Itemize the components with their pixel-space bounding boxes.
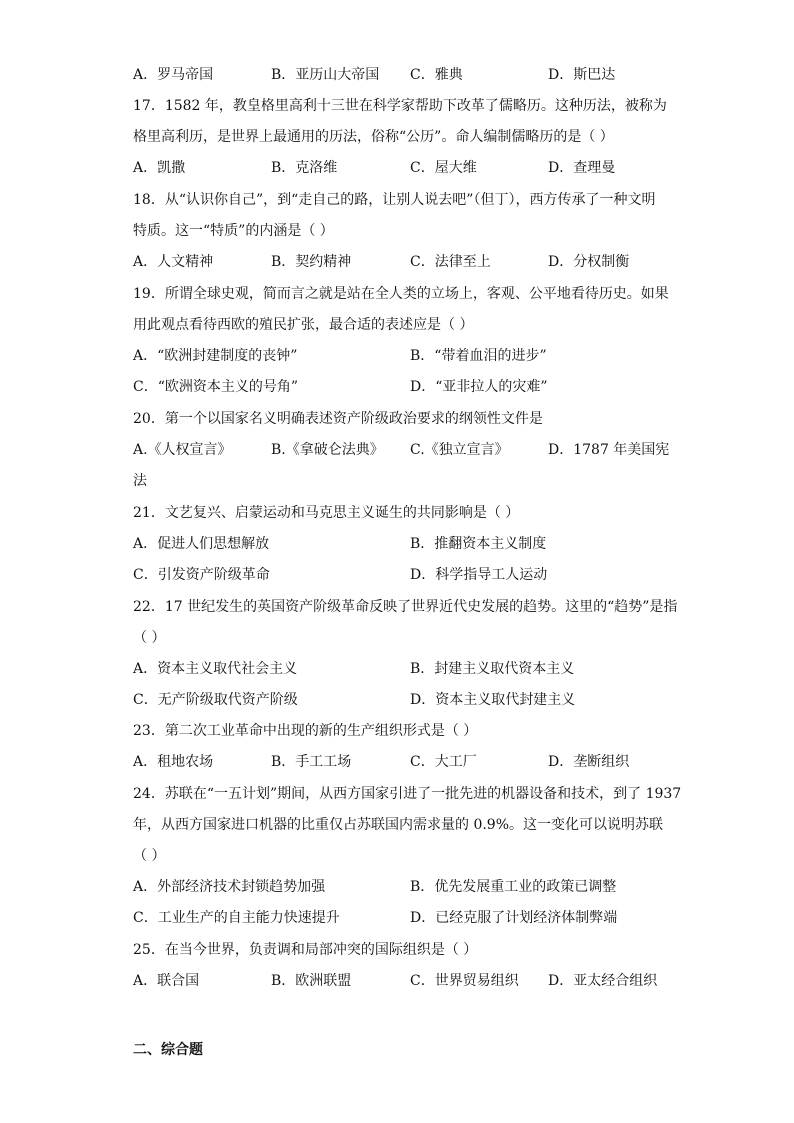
q20-option-a: A.《人权宣言》 [133, 442, 232, 458]
q23-option-a: A．租地农场 [133, 754, 214, 770]
q17-option-d: D．查理曼 [548, 160, 616, 176]
q19-option-d: D．“亚非拉人的灾难” [410, 379, 548, 395]
q20-option-c: C.《独立宣言》 [410, 442, 509, 458]
q23-option-d: D．垄断组织 [548, 754, 630, 770]
q19-option-c: C．“欧洲资本主义的号角” [133, 379, 299, 395]
q20-option-d: D．1787 年美国宪 [548, 442, 670, 458]
q17-option-b: B．克洛维 [271, 160, 338, 176]
q24-option-a: A．外部经济技术封锁趋势加强 [133, 879, 326, 895]
q16-option-d: D．斯巴达 [548, 67, 616, 83]
q20-stem-line-1: 20．第一个以国家名义明确表述资产阶级政治要求的纲领性文件是 [133, 411, 543, 427]
q18-stem-line-1: 18．从“认识你自己”，到“走自己的路，让别人说去吧”（但丁），西方传承了一种文明 [133, 192, 656, 208]
q20-option-b: B.《拿破仑法典》 [271, 442, 384, 458]
q22-option-d: D．资本主义取代封建主义 [410, 692, 576, 708]
q18-option-a: A．人文精神 [133, 254, 214, 270]
q22-stem-line-1: 22．17 世纪发生的英国资产阶级革命反映了世界近代史发展的趋势。这里的“趋势”是指 [133, 599, 678, 615]
q23-option-c: C．大工厂 [410, 754, 477, 770]
q25-option-b: B．欧洲联盟 [271, 973, 352, 989]
section-2-title: 二、综合题 [133, 1042, 203, 1058]
q16-option-b: B．亚历山大帝国 [271, 67, 380, 83]
q24-stem-line-3: （ ） [133, 848, 166, 864]
q21-option-d: D．科学指导工人运动 [410, 567, 548, 583]
q23-stem-line-1: 23．第二次工业革命中出现的新的生产组织形式是（ ） [133, 723, 478, 739]
q20-option-d-continued: 法 [133, 473, 147, 489]
q25-option-a: A．联合国 [133, 973, 200, 989]
q16-option-a: A．罗马帝国 [133, 67, 214, 83]
q17-stem-line-1: 17．1582 年，教皇格里高利十三世在科学家帮助下改革了儒略历。这种历法，被称为 [133, 98, 667, 114]
q19-option-a: A．“欧洲封建制度的丧钟” [133, 348, 298, 364]
q17-stem-line-2: 格里高利历，是世界上最通用的历法，俗称“公历”。命人编制儒略历的是（ ） [133, 129, 614, 145]
q18-option-d: D．分权制衡 [548, 254, 630, 270]
q23-option-b: B．手工工场 [271, 754, 352, 770]
q19-option-b: B．“带着血泪的进步” [410, 348, 547, 364]
q24-option-d: D．已经克服了计划经济体制弊端 [410, 910, 618, 926]
q24-stem-line-2: 年，从西方国家进口机器的比重仅占苏联国内需求量的 0.9%。这一变化可以说明苏联 [133, 817, 664, 833]
q22-option-a: A．资本主义取代社会主义 [133, 661, 298, 677]
q18-option-c: C．法律至上 [410, 254, 491, 270]
q22-option-c: C．无产阶级取代资产阶级 [133, 692, 298, 708]
q25-option-d: D．亚太经合组织 [548, 973, 658, 989]
q25-option-c: C．世界贸易组织 [410, 973, 519, 989]
q16-option-c: C．雅典 [410, 67, 463, 83]
q22-stem-line-2: （ ） [133, 630, 166, 646]
q21-option-a: A．促进人们思想解放 [133, 536, 270, 552]
q22-option-b: B．封建主义取代资本主义 [410, 661, 575, 677]
q21-option-b: B．推翻资本主义制度 [410, 536, 547, 552]
q17-option-a: A．凯撒 [133, 160, 186, 176]
q24-option-b: B．优先发展重工业的政策已调整 [410, 879, 617, 895]
q19-stem-line-1: 19．所谓全球史观，简而言之就是站在全人类的立场上，客观、公平地看待历史。如果 [133, 286, 669, 302]
q18-option-b: B．契约精神 [271, 254, 352, 270]
q17-option-c: C．屋大维 [410, 160, 477, 176]
q24-option-c: C．工业生产的自主能力快速提升 [133, 910, 340, 926]
q21-option-c: C．引发资产阶级革命 [133, 567, 270, 583]
q18-stem-line-2: 特质。这一“特质”的内涵是（ ） [133, 223, 334, 239]
q25-stem-line-1: 25．在当今世界，负责调和局部冲突的国际组织是（ ） [133, 942, 478, 958]
q19-stem-line-2: 用此观点看待西欧的殖民扩张，最合适的表述应是（ ） [133, 317, 474, 333]
q24-stem-line-1: 24．苏联在“一五计划”期间，从西方国家引进了一批先进的机器设备和技术，到了 1937 [133, 786, 682, 802]
q21-stem-line-1: 21．文艺复兴、启蒙运动和马克思主义诞生的共同影响是（ ） [133, 505, 520, 521]
